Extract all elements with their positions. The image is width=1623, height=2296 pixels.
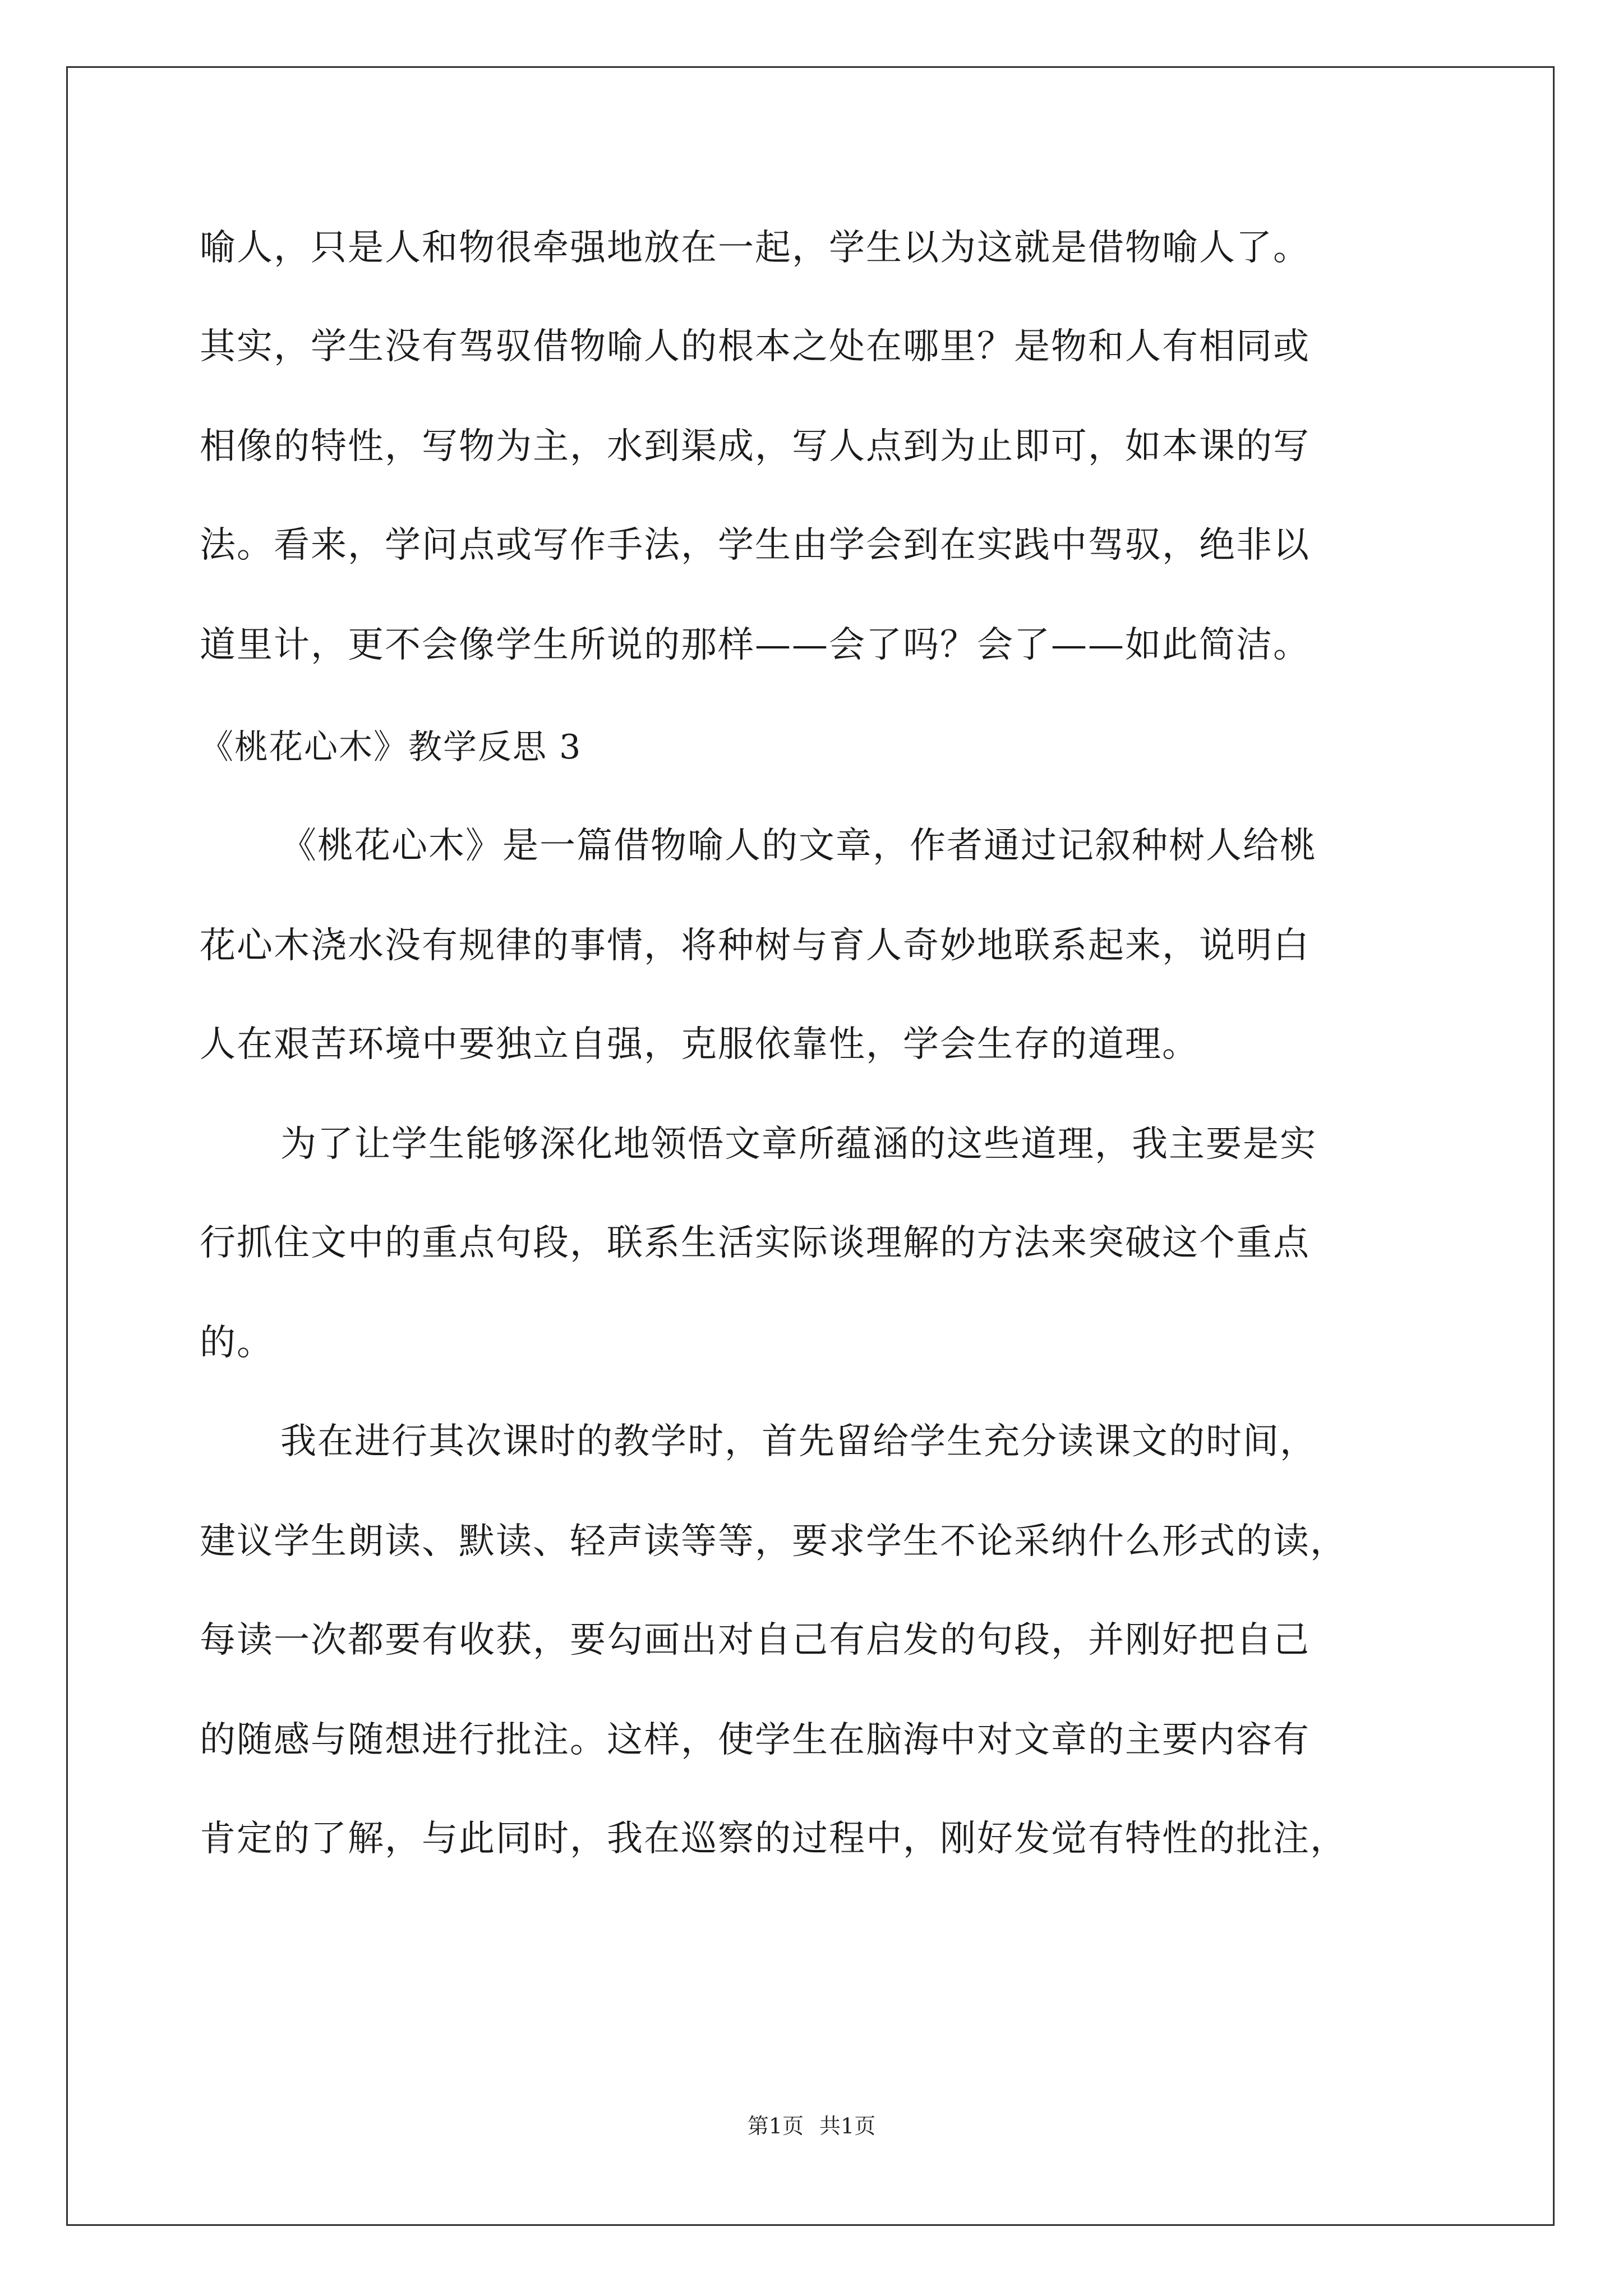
paragraph-line: 人在艰苦环境中要独立自强，克服依靠性，学会生存的道理。: [200, 1024, 1199, 1065]
paragraph-line: 我在进行其次课时的教学时，首先留给学生充分读课文的时间，: [280, 1421, 1317, 1462]
paragraph-line: 的。: [200, 1322, 274, 1364]
section-heading: 《桃花心木》教学反思 3: [200, 728, 582, 767]
paragraph-line: 《桃花心木》是一篇借物喻人的文章，作者通过记叙种树人给桃: [280, 825, 1317, 867]
paragraph-line: 肯定的了解，与此同时，我在巡察的过程中，刚好发觉有特性的批注，: [200, 1818, 1347, 1860]
paragraph-line: 的随感与随想进行批注。这样，使学生在脑海中对文章的主要内容有: [200, 1719, 1310, 1761]
paragraph-line: 每读一次都要有收获，要勾画出对自己有启发的句段，并刚好把自己: [200, 1619, 1310, 1661]
paragraph-line: 建议学生朗读、默读、轻声读等等，要求学生不论采纳什么形式的读，: [200, 1521, 1347, 1562]
paragraph-line: 花心木浇水没有规律的事情，将种树与育人奇妙地联系起来，说明白: [200, 925, 1310, 967]
body-line: 法。看来，学问点或写作手法，学生由学会到在实践中驾驭，绝非以: [200, 524, 1310, 566]
paragraph-line: 为了让学生能够深化地领悟文章所蕴涵的这些道理，我主要是实: [280, 1124, 1317, 1165]
paragraph-line: 行抓住文中的重点句段，联系生活实际谈理解的方法来突破这个重点: [200, 1222, 1310, 1264]
page-footer: [0, 2113, 1623, 2139]
body-line: 其实，学生没有驾驭借物喻人的根本之处在哪里？是物和人有相同或: [200, 326, 1310, 367]
body-line: 道里计，更不会像学生所说的那样——会了吗？会了——如此简洁。: [200, 624, 1310, 666]
body-line: 相像的特性，写物为主，水到渠成，写人点到为止即可，如本课的写: [200, 426, 1310, 467]
page-number: 第1页: [747, 2114, 804, 2138]
page-total: 共1页: [819, 2114, 876, 2138]
body-line: 喻人，只是人和物很牵强地放在一起，学生以为这就是借物喻人了。: [200, 227, 1310, 269]
